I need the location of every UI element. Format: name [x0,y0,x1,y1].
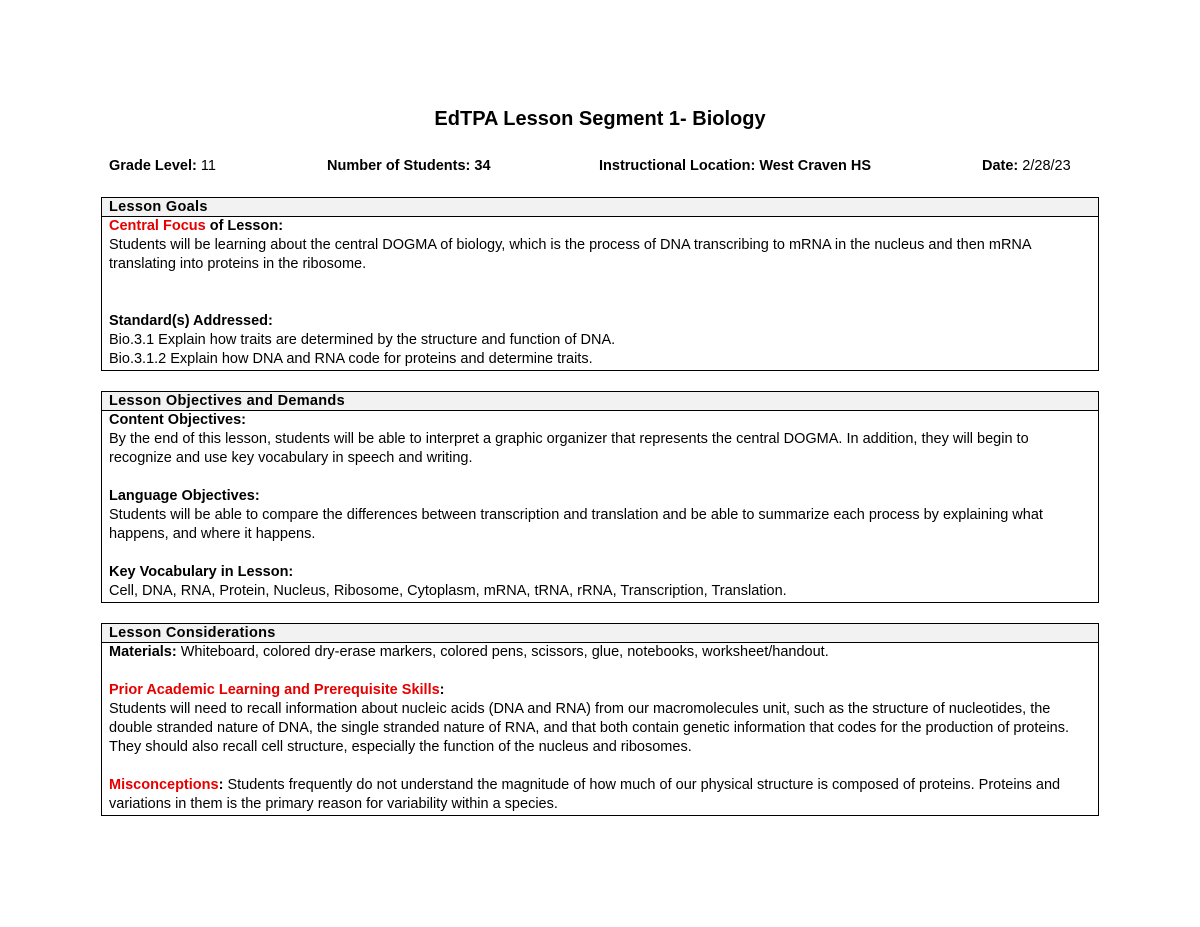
lesson-objectives-header: Lesson Objectives and Demands [102,392,1098,411]
lesson-considerations-body [102,643,1098,815]
number-of-students [327,158,491,174]
central-focus-heading [109,217,1091,236]
language-objectives-heading: Language Objectives: [109,488,260,504]
misconceptions-colon: : [218,777,224,793]
misconceptions-label: Misconceptions [109,777,219,793]
materials-text: Whiteboard, colored dry-erase markers, colored pens, scissors, glue, notebooks, worksheet/handout. [176,644,829,660]
content-objectives-text: By the end of this lesson, students will be able to interpret a graphic organizer that represents the central DOGMA. In addition, they will begin to recognize and use key vocabulary in speech and writing. [109,431,1029,466]
standard-item: Bio.3.1 Explain how traits are determined by the structure and function of DNA. [109,332,616,348]
grade-level-value: 11 [200,158,216,174]
date-label: Date: [982,158,1019,174]
central-focus-label: Central Focus [109,218,206,234]
lesson-date [982,158,1071,174]
students-label: Number of Students: [327,158,471,174]
standards-heading: Standard(s) Addressed: [109,313,273,329]
lesson-goals-header: Lesson Goals [102,198,1098,217]
standard-item: Bio.3.1.2 Explain how DNA and RNA code for proteins and determine traits. [109,351,593,367]
lesson-considerations-box [101,623,1099,816]
grade-level-label: Grade Level: [109,158,197,174]
misconceptions-line [109,776,1091,814]
prior-learning-colon: : [439,682,445,698]
lesson-objectives-box [101,391,1099,603]
prior-learning-text: Students will need to recall information about nucleic acids (DNA and RNA) from our macromolecules unit, such as the structure of nucleotides, the double stranded nature of DNA, the single stranded nature of RNA, and that both contain genetic information that codes for the production of proteins. They should also recall cell structure, especially the function of the nucleus and ribosomes. [109,701,1070,755]
location-value: West Craven HS [759,158,872,174]
grade-level [109,158,216,174]
instructional-location [599,158,871,174]
prior-learning-heading [109,681,1091,700]
language-objectives-text: Students will be able to compare the differences between transcription and translation and be able to summarize each process by explaining what happens, and where it happens. [109,507,1043,542]
lesson-objectives-body [102,411,1098,602]
content-objectives-heading: Content Objectives: [109,412,246,428]
central-focus-label-rest: of Lesson: [205,218,284,234]
document-title: EdTPA Lesson Segment 1- Biology [434,108,766,130]
students-value: 34 [474,158,491,174]
location-label: Instructional Location: [599,158,756,174]
lesson-goals-box [101,197,1099,371]
materials-label: Materials: [109,644,177,660]
materials-line [109,643,1091,662]
central-focus-text: Students will be learning about the central DOGMA of biology, which is the process of DNA transcribing to mRNA in the nucleus and then mRNA translating into proteins in the ribosome. [109,237,1031,272]
misconceptions-text: Students frequently do not understand the magnitude of how much of our physical structure is composed of proteins. Proteins and variations in them is the primary reason for variability within a species. [109,777,1061,812]
key-vocabulary-heading: Key Vocabulary in Lesson: [109,564,294,580]
date-value: 2/28/23 [1022,158,1071,174]
lesson-considerations-header: Lesson Considerations [102,624,1098,643]
lesson-goals-body [102,217,1098,370]
key-vocabulary-text: Cell, DNA, RNA, Protein, Nucleus, Ribosome, Cytoplasm, mRNA, tRNA, rRNA, Transcription, Translation. [109,583,787,599]
prior-learning-label: Prior Academic Learning and Prerequisite Skills [109,682,440,698]
